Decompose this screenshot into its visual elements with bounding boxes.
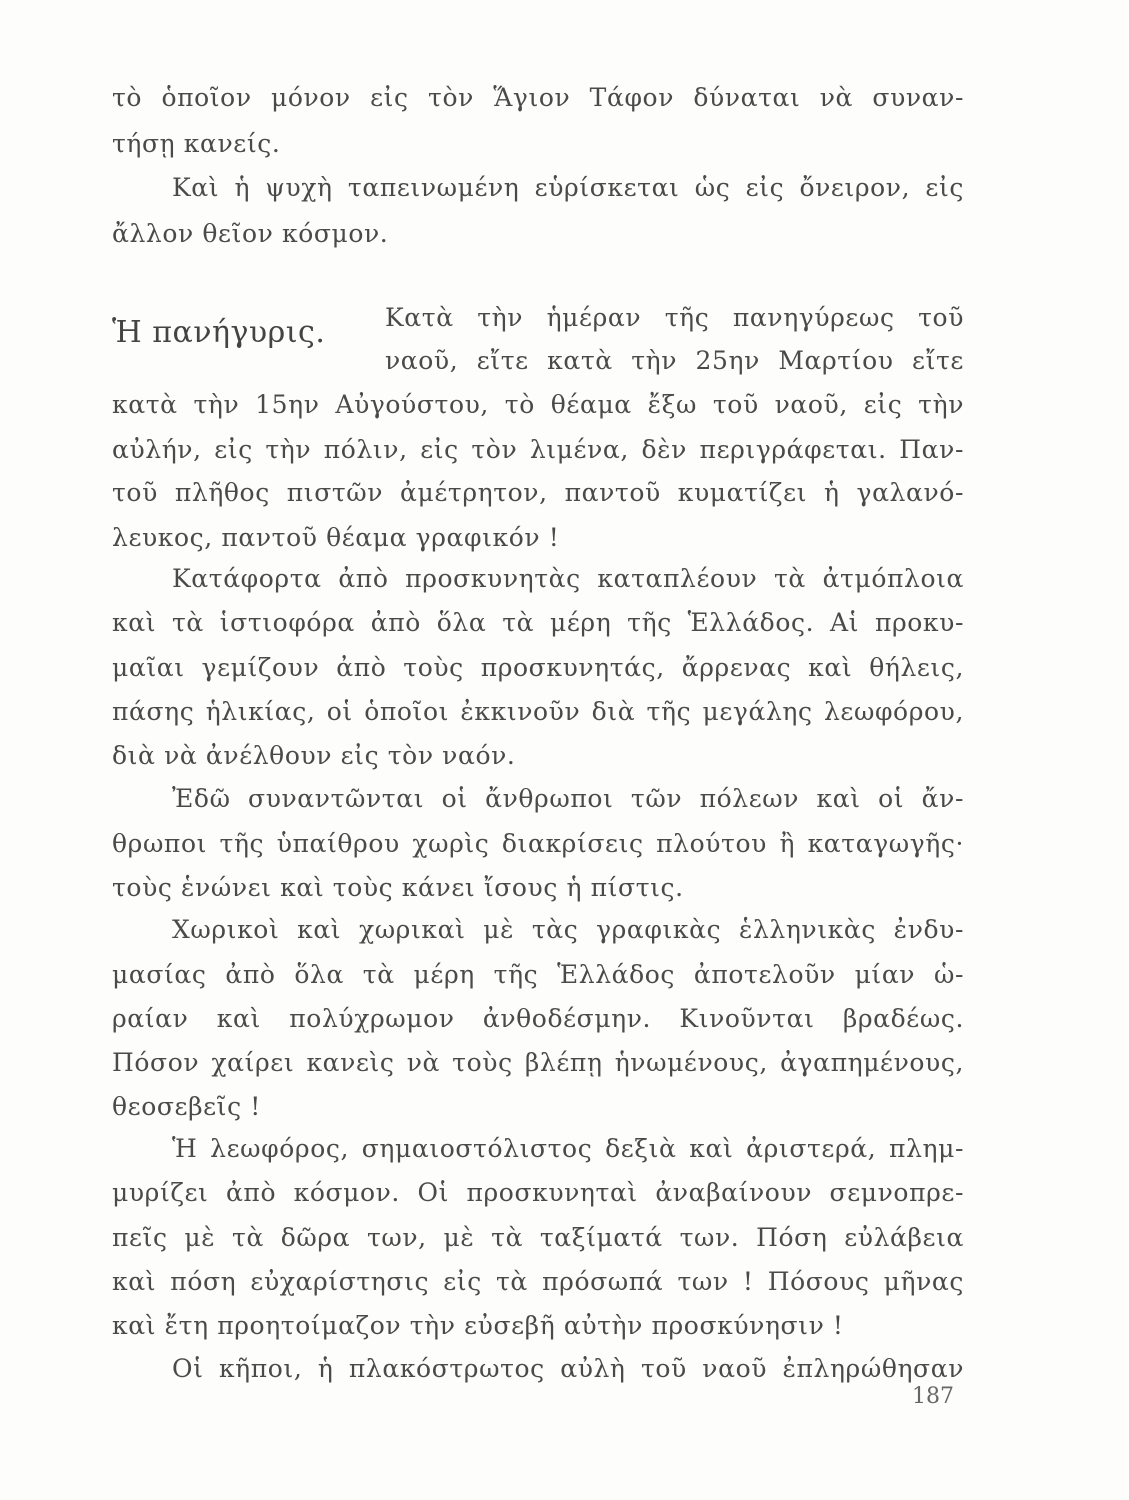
text-line: μαῖαι γεμίζουν ἀπὸ τοὺς προσκυνητάς, ἄρρενας καὶ θήλεις, <box>112 653 964 682</box>
text-line: αὐλήν, εἰς τὴν πόλιν, εἰς τὸν λιμένα, δὲν περιγράφεται. Παν- <box>112 435 964 464</box>
text-line: Καὶ ἡ ψυχὴ ταπεινωμένη εὑρίσκεται ὡς εἰς ὄνειρον, εἰς <box>172 173 964 202</box>
text-line: τοῦ πλῆθος πιστῶν ἀμέτρητον, παντοῦ κυματίζει ἡ γαλανό- <box>112 478 964 507</box>
text-line: καὶ τὰ ἱστιοφόρα ἀπὸ ὅλα τὰ μέρη τῆς Ἑλλάδος. Αἱ προκυ- <box>112 608 964 637</box>
text-line: καὶ ἔτη προητοίμαζον τὴν εὐσεβῆ αὐτὴν προσκύνησιν ! <box>112 1311 844 1340</box>
text-line: τοὺς ἑνώνει καὶ τοὺς κάνει ἴσους ἡ πίστις. <box>112 873 684 902</box>
text-line: Κατὰ τὴν ἡμέραν τῆς πανηγύρεως τοῦ <box>385 303 964 332</box>
text-line: πάσης ἡλικίας, οἱ ὁποῖοι ἐκκινοῦν διὰ τῆς μεγάλης λεωφόρου, <box>112 697 964 726</box>
text-line: μασίας ἀπὸ ὅλα τὰ μέρη τῆς Ἑλλάδος ἀποτελοῦν μίαν ὡ- <box>112 960 964 989</box>
page-number: 187 <box>912 1384 954 1409</box>
text-line: Ἐδῶ συναντῶνται οἱ ἄνθρωποι τῶν πόλεων καὶ οἱ ἄν- <box>172 784 964 813</box>
text-line: ραίαν καὶ πολύχρωμον ἀνθοδέσμην. Κινοῦνται βραδέως. <box>112 1004 964 1033</box>
text-line: ναοῦ, εἴτε κατὰ τὴν 25ην Μαρτίου εἴτε <box>385 346 964 375</box>
text-line: τὸ ὁποῖον μόνον εἰς τὸν Ἅγιον Τάφον δύναται νὰ συναν- <box>112 83 964 112</box>
text-line: Χωρικοὶ καὶ χωρικαὶ μὲ τὰς γραφικὰς ἑλληνικὰς ἐνδυ- <box>172 915 964 944</box>
side-heading: Ἡ πανήγυρις. <box>112 315 326 350</box>
text-line: ἄλλον θεῖον κόσμον. <box>112 219 389 248</box>
text-line: πεῖς μὲ τὰ δῶρα των, μὲ τὰ ταξίματά των. Πόση εὐλάβεια <box>112 1223 964 1252</box>
text-line: τήσῃ κανείς. <box>112 129 281 158</box>
text-line: Πόσον χαίρει κανεὶς νὰ τοὺς βλέπῃ ἡνωμένους, ἀγαπημένους, <box>112 1048 964 1077</box>
text-line: Κατάφορτα ἀπὸ προσκυνητὰς καταπλέουν τὰ ἀτμόπλοια <box>172 564 964 593</box>
text-line: καὶ πόση εὐχαρίστησις εἰς τὰ πρόσωπά των ! Πόσους μῆνας <box>112 1267 964 1296</box>
text-line: Ἡ λεωφόρος, σημαιοστόλιστος δεξιὰ καὶ ἀριστερά, πλημ- <box>172 1134 964 1163</box>
text-line: κατὰ τὴν 15ην Αὐγούστου, τὸ θέαμα ἔξω τοῦ ναοῦ, εἰς τὴν <box>112 390 964 419</box>
text-line: Οἱ κῆποι, ἡ πλακόστρωτος αὐλὴ τοῦ ναοῦ ἐπληρώθησαν <box>172 1354 964 1383</box>
text-line: λευκος, παντοῦ θέαμα γραφικόν ! <box>112 523 560 552</box>
text-line: θρωποι τῆς ὑπαίθρου χωρὶς διακρίσεις πλούτου ἢ καταγωγῆς· <box>112 829 964 858</box>
text-line: μυρίζει ἀπὸ κόσμον. Οἱ προσκυνηταὶ ἀναβαίνουν σεμνοπρε- <box>112 1178 964 1207</box>
text-line: θεοσεβεῖς ! <box>112 1092 261 1121</box>
text-line: διὰ νὰ ἀνέλθουν εἰς τὸν ναόν. <box>112 741 516 770</box>
